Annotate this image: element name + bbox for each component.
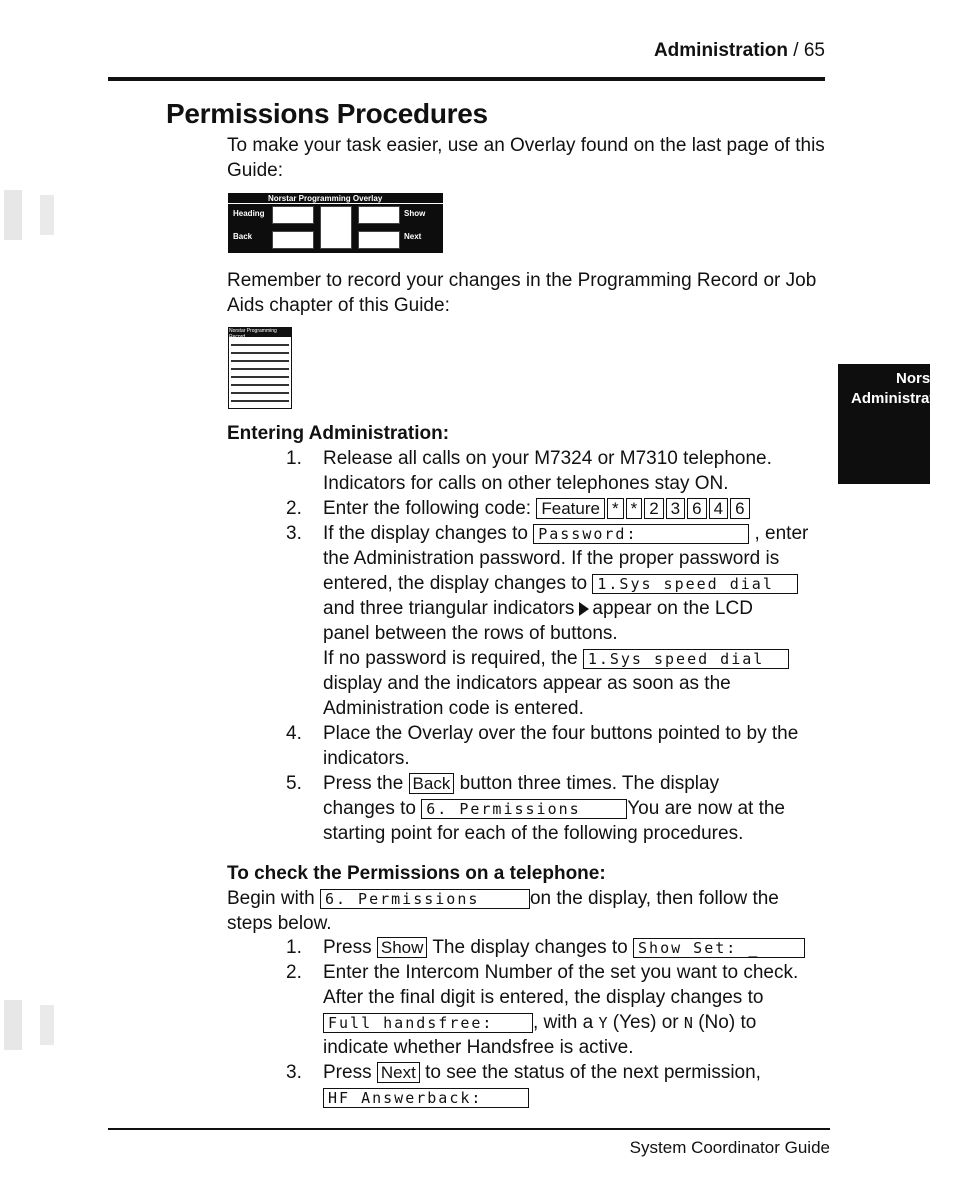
show-key: Show — [377, 937, 428, 958]
check-step3-text: Press — [323, 1062, 372, 1083]
no-char: N — [683, 1014, 693, 1032]
step5-text: changes to — [323, 798, 416, 819]
step5-text: button three times. The display — [459, 773, 720, 794]
step5-line1 — [323, 771, 843, 796]
check-step2-text: (No) to — [698, 1012, 757, 1033]
lcd-hf-answerback-display: HF Answerback: — [323, 1088, 529, 1108]
record-line — [231, 368, 289, 370]
step2-line — [323, 496, 843, 521]
check-intro-text: on the display, then follow the — [529, 888, 779, 909]
star-key: * — [626, 498, 643, 519]
check-intro-line1 — [227, 886, 827, 911]
digit-key: 6 — [730, 498, 749, 519]
header-separator: / — [788, 40, 804, 61]
check-heading: To check the Permissions on a telephone: — [227, 863, 606, 884]
step5-line2 — [323, 796, 843, 821]
footer-text: System Coordinator Guide — [629, 1138, 830, 1157]
scan-artifact — [4, 190, 22, 240]
overlay-button-slot — [272, 231, 314, 249]
step3-text: and three triangular indicators — [323, 598, 575, 619]
record-line — [231, 360, 289, 362]
step-number: 3. — [286, 1062, 302, 1083]
scan-artifact — [40, 195, 54, 235]
digit-key: 4 — [709, 498, 728, 519]
check-step2-line3 — [323, 1010, 843, 1036]
star-key: * — [607, 498, 624, 519]
step5-line3: starting point for each of the following procedures. — [323, 823, 744, 844]
record-line — [231, 376, 289, 378]
check-intro-line2: steps below. — [227, 913, 332, 934]
footer-rule — [108, 1128, 830, 1130]
overlay-next-label: Next — [404, 232, 422, 241]
check-step2-text: (Yes) or — [612, 1012, 679, 1033]
check-step1-text: The display changes to — [432, 937, 628, 958]
entering-steps — [286, 446, 846, 846]
record-line — [231, 352, 289, 354]
check-step2-text: , with a — [533, 1012, 594, 1033]
step-number: 4. — [286, 723, 302, 744]
lcd-sys-speed-dial-display: 1.Sys speed dial — [592, 574, 798, 594]
header-rule — [108, 77, 825, 81]
next-key: Next — [377, 1062, 420, 1083]
record-line — [231, 400, 289, 402]
step3-text: entered, the display changes to — [323, 573, 588, 594]
step3-line8: Administration code is entered. — [323, 698, 584, 719]
step2-text: Enter the following code: — [323, 498, 532, 519]
yes-char: Y — [598, 1014, 608, 1032]
step3-text: , enter — [754, 523, 809, 544]
step5-text: You are now at the — [627, 798, 786, 819]
step1-text: Release all calls on your M7324 or M7310 telephone. — [323, 448, 772, 469]
step3-text: appear on the LCD — [592, 598, 753, 619]
scan-artifact — [4, 1000, 22, 1050]
check-step3-text: to see the status of the next permission, — [425, 1062, 761, 1083]
step-number: 5. — [286, 773, 302, 794]
programming-record-title: Norstar Programming Record — [229, 328, 291, 337]
step-number: 2. — [286, 498, 302, 519]
chapter-side-tab — [838, 364, 957, 484]
lcd-full-handsfree-display: Full handsfree: — [323, 1013, 533, 1033]
side-tab-line2: Administration — [851, 390, 957, 407]
lcd-show-set-display: Show Set: _ — [633, 938, 805, 958]
intro-text: To make your task easier, use an Overlay found on the last page of this Guide: — [227, 135, 825, 181]
programming-record-figure — [228, 327, 292, 409]
digit-key: 6 — [687, 498, 706, 519]
step4-line1: Place the Overlay over the four buttons pointed to by the — [323, 723, 799, 744]
overlay-center-slot — [320, 206, 352, 249]
record-line — [231, 344, 289, 346]
back-key: Back — [409, 773, 455, 794]
scan-artifact — [40, 1005, 54, 1045]
overlay-card-title: Norstar Programming Overlay — [268, 194, 383, 203]
step-number: 2. — [286, 962, 302, 983]
overlay-back-label: Back — [233, 232, 253, 241]
record-line — [231, 384, 289, 386]
overlay-divider — [228, 203, 443, 204]
step5-text: Press the — [323, 773, 404, 794]
step4-line2: indicators. — [323, 748, 410, 769]
overlay-show-label: Show — [404, 209, 426, 218]
check-step1-line — [323, 935, 843, 960]
step-number: 1. — [286, 937, 302, 958]
step3-text: If the display changes to — [323, 523, 528, 544]
lcd-permissions-display: 6. Permissions — [320, 889, 530, 909]
step3-text: If no password is required, the — [323, 648, 578, 669]
step3-line6 — [323, 646, 843, 671]
overlay-heading-label: Heading — [233, 209, 265, 218]
step3-line7: display and the indicators appear as soon as the — [323, 673, 731, 694]
check-step3-line2 — [323, 1085, 843, 1110]
lcd-sys-speed-dial-display: 1.Sys speed dial — [583, 649, 789, 669]
lcd-permissions-display: 6. Permissions — [421, 799, 627, 819]
overlay-button-slot — [272, 206, 314, 224]
step3-line5: panel between the rows of buttons. — [323, 623, 618, 644]
feature-key: Feature — [536, 498, 605, 519]
triangle-indicator-icon — [579, 602, 589, 616]
check-step2-line4: indicate whether Handsfree is active. — [323, 1037, 634, 1058]
step1-text-cont: Indicators for calls on other telephones stay ON. — [323, 473, 729, 494]
page-number: 65 — [803, 40, 825, 61]
step3-line3 — [323, 571, 843, 596]
step3-line4 — [323, 596, 843, 621]
step3-line2: the Administration password. If the proper password is — [323, 548, 780, 569]
check-step2-line1: Enter the Intercom Number of the set you want to check. — [323, 962, 799, 983]
digit-key: 3 — [666, 498, 685, 519]
page-title: Permissions Procedures — [166, 98, 488, 129]
digit-key: 2 — [644, 498, 663, 519]
overlay-button-slot — [358, 231, 400, 249]
check-step2-line2: After the final digit is entered, the display changes to — [323, 987, 764, 1008]
check-intro-text: Begin with — [227, 888, 315, 909]
side-tab-line1: Norstar — [896, 370, 950, 387]
lcd-password-display: Password: — [533, 524, 749, 544]
check-steps — [286, 935, 846, 1105]
step3-line1 — [323, 521, 843, 546]
running-header — [654, 40, 825, 62]
entering-heading: Entering Administration: — [227, 423, 450, 444]
overlay-card-figure — [228, 193, 443, 253]
check-step3-line1 — [323, 1060, 843, 1085]
overlay-button-slot — [358, 206, 400, 224]
step-number: 3. — [286, 523, 302, 544]
record-intro-text: Remember to record your changes in the Programming Record or Job Aids chapter of this Guide: — [227, 270, 817, 316]
check-step1-text: Press — [323, 937, 372, 958]
step-number: 1. — [286, 448, 302, 469]
header-section: Administration — [653, 40, 789, 61]
record-line — [231, 392, 289, 394]
